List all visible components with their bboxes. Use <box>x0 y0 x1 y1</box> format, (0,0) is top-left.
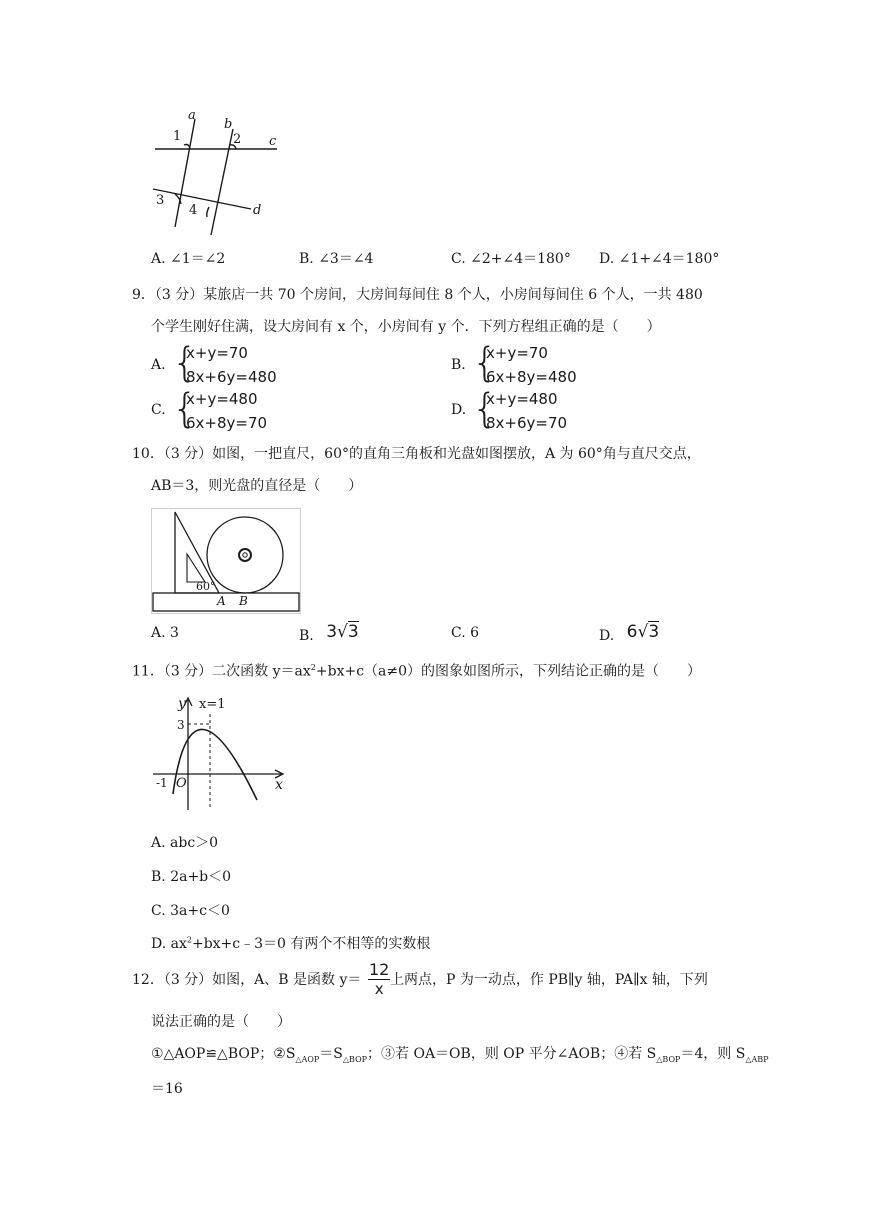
q9-option-d-label: D. <box>451 402 467 418</box>
q11-option-d-part1: D. ax <box>151 936 187 952</box>
q10-option-b <box>299 622 359 642</box>
disc-hole-inner <box>243 553 247 557</box>
label-c: c <box>269 134 277 149</box>
q8-option-b: B. ∠3＝∠4 <box>299 251 374 267</box>
q10-option-d-radicand: 3 <box>648 622 660 642</box>
brace-icon: { <box>472 386 498 432</box>
q9-stem-line1: 9．（3 分）某旅店一共 70 个房间，大房间每间住 8 个人，小房间每间住 6 个人，一共 480 <box>132 287 703 303</box>
q10-option-b-radicand: 3 <box>347 622 359 642</box>
label-2: 2 <box>233 132 242 147</box>
q12-statements-line <box>151 1044 769 1070</box>
q9-b-eq2: 6x+8y=480 <box>486 368 577 386</box>
sqrt-icon: √ <box>637 622 649 642</box>
q10-stem-line1: 10．（3 分）如图，一把直尺，60°的直角三角板和光盘如图摆放，A 为 60°角与直尺交点， <box>132 446 701 462</box>
q11-parabola-figure <box>151 692 293 814</box>
q12-sub-3: △BOP <box>656 1054 681 1064</box>
point-a-label: A <box>217 594 226 608</box>
label-d: d <box>253 203 262 218</box>
q12-fraction-numerator: 12 <box>369 960 390 979</box>
q9-option-a-label: A. <box>151 357 166 373</box>
brace-icon: { <box>472 340 498 386</box>
brace-icon: { <box>172 340 198 386</box>
q9-a-eq2: 8x+6y=480 <box>186 368 277 386</box>
disc <box>207 517 283 593</box>
sqrt-icon: √ <box>337 622 348 642</box>
q8-option-c: C. ∠2+∠4＝180° <box>451 251 571 267</box>
q9-d-eq1: x+y=480 <box>486 390 558 408</box>
q10-option-b-label: B. <box>299 628 314 644</box>
q12-statements-line-cont: ＝16 <box>151 1081 183 1097</box>
q11-stem-part1: 11．（3 分）二次函数 y＝ax <box>132 663 311 680</box>
q12-stem-line1-part1: 12．（3 分）如图，A、B 是函数 y＝ <box>132 972 362 988</box>
q12-fraction <box>368 961 390 998</box>
point-b-label: B <box>239 594 248 608</box>
q11-option-d-sup: 2 <box>186 935 192 945</box>
y-axis-label: y <box>178 696 186 712</box>
q8-option-a: A. ∠1＝∠2 <box>151 251 226 267</box>
q12-stmt-part1: ①△AOP≌△BOP；②S <box>151 1046 296 1062</box>
q9-d-eq2: 8x+6y=70 <box>486 414 568 432</box>
q8-option-d: D. ∠1+∠4＝180° <box>599 251 720 267</box>
q10-option-d-coef: 6 <box>626 622 638 642</box>
q12-stmt-part2: ＝S <box>319 1046 343 1062</box>
q8-parallel-lines-figure <box>145 105 290 240</box>
q10-option-c: C. 6 <box>451 625 480 641</box>
q10-option-d <box>599 622 659 642</box>
q12-sub-4: △ABP <box>745 1054 769 1064</box>
q9-b-eq1: x+y=70 <box>486 344 548 362</box>
q9-c-eq1: x+y=480 <box>186 390 258 408</box>
axis-of-symmetry-label: x=1 <box>199 697 226 712</box>
q11-option-b: B. 2a+b＜0 <box>151 869 232 885</box>
origin-label: O <box>176 776 187 791</box>
set-square-inner <box>187 554 205 582</box>
label-3: 3 <box>156 193 165 208</box>
line-d <box>153 189 251 209</box>
q10-option-b-coef: 3 <box>326 622 338 642</box>
q11-option-a: A. abc＞0 <box>151 835 219 851</box>
label-4: 4 <box>189 203 198 218</box>
q10-option-a: A. 3 <box>151 625 179 641</box>
q12-stmt-part3: ；③若 OA＝OB，则 OP 平分∠AOB；④若 S <box>367 1046 657 1062</box>
q9-option-c-label: C. <box>151 402 166 418</box>
q10-option-d-label: D. <box>599 628 615 644</box>
ruler <box>153 593 299 611</box>
q9-a-eq1: x+y=70 <box>186 344 248 362</box>
x-axis-label: x <box>275 777 283 793</box>
q11-stem-part2: +bx+c（a≠0）的图象如图所示，下列结论正确的是（ ） <box>315 663 702 680</box>
label-b: b <box>224 117 233 132</box>
q12-sub-1: △AOP <box>295 1054 320 1064</box>
q10-stem-line2: AB＝3，则光盘的直径是（ ） <box>151 478 363 494</box>
q9-stem-line2: 个学生刚好住满，设大房间有 x 个，小房间有 y 个．下列方程组正确的是（ ） <box>151 319 661 335</box>
q9-c-eq2: 6x+8y=70 <box>186 414 268 432</box>
q12-stmt-part4: ＝4，则 S <box>680 1046 746 1062</box>
angle-4-arc <box>207 207 209 217</box>
label-1: 1 <box>173 129 182 144</box>
q11-option-d-part2: +bx+c﹣3＝0 有两个不相等的实数根 <box>191 936 431 952</box>
label-a: a <box>188 108 196 123</box>
q12-fraction-denominator: x <box>374 980 384 998</box>
value-3-label: 3 <box>177 718 185 732</box>
q11-stem-sup: 2 <box>310 663 316 672</box>
q12-stem-line1-part2: 上两点，P 为一动点，作 PB∥y 轴，PA∥x 轴，下列 <box>390 972 708 988</box>
minus-one-label: -1 <box>156 776 168 790</box>
q12-sub-2: △BOP <box>342 1054 368 1064</box>
q11-stem-line1 <box>132 658 701 682</box>
q12-stem-line2: 说法正确的是（ ） <box>151 1014 291 1030</box>
q10-ruler-triangle-disc-figure <box>151 508 301 614</box>
angle-60-label: 60° <box>196 580 216 593</box>
q11-option-d <box>151 933 430 953</box>
brace-icon: { <box>172 386 198 432</box>
q9-option-b-label: B. <box>451 357 466 373</box>
q11-option-c: C. 3a+c＜0 <box>151 903 230 919</box>
disc-hole-outer <box>239 549 251 561</box>
